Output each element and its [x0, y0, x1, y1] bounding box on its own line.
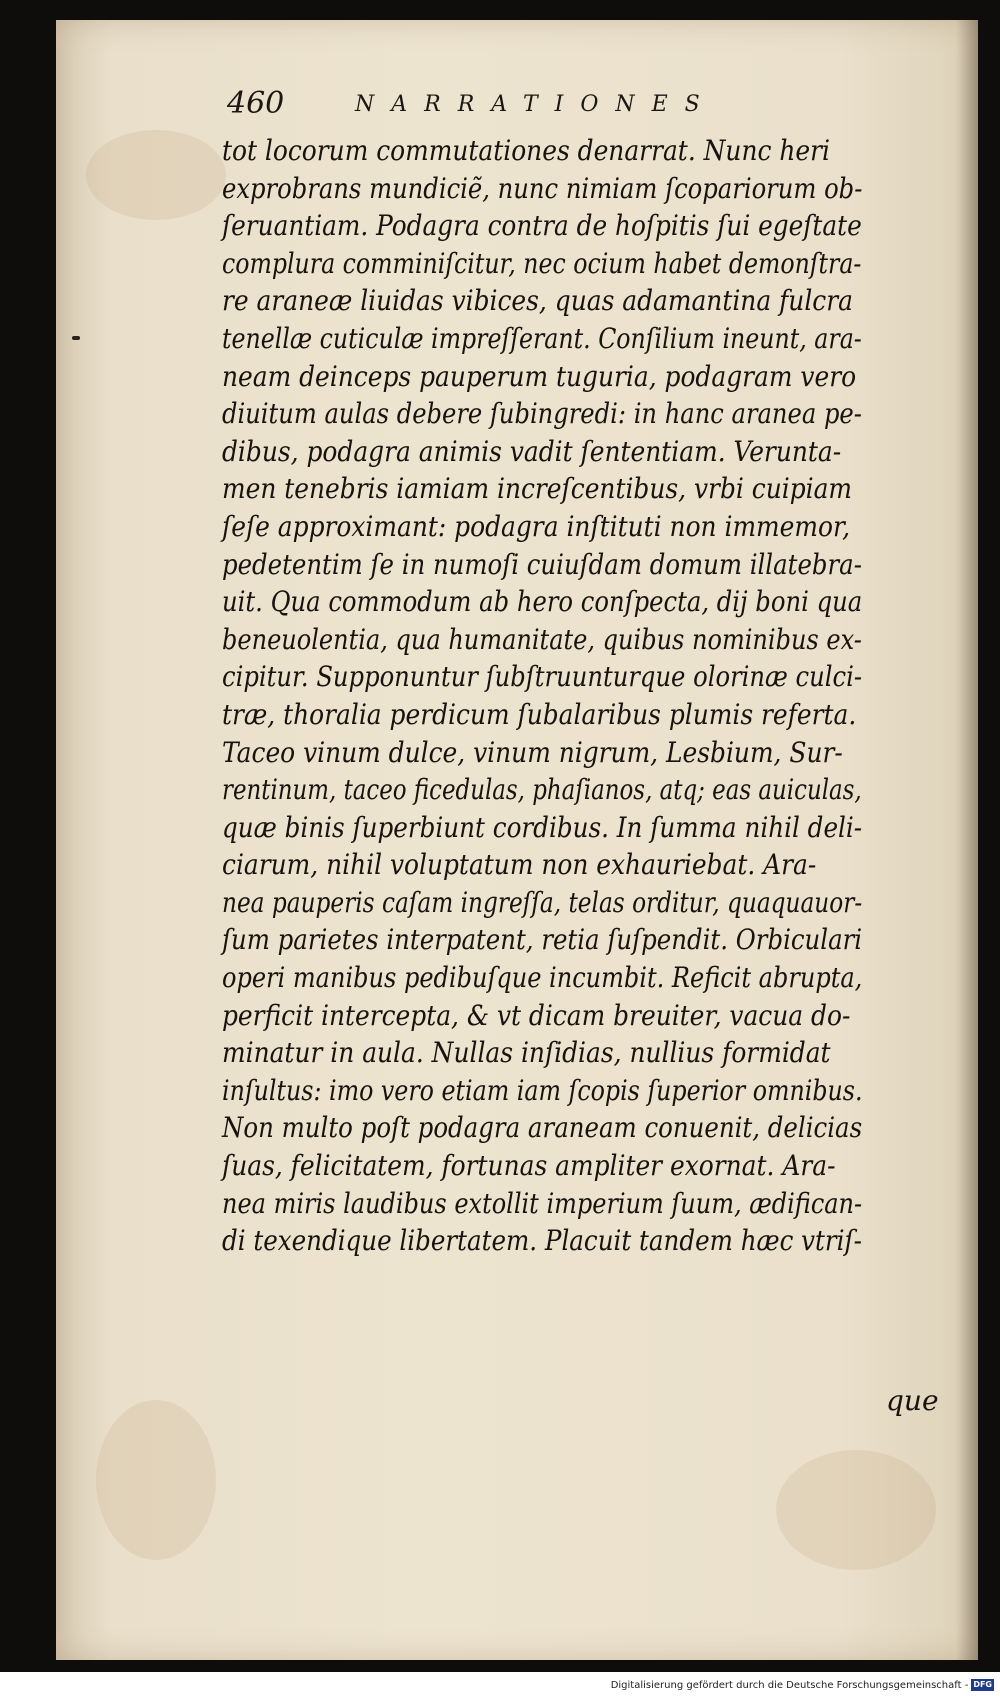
text-line: Taceo vinum dulce, vinum nigrum, Lesbium, Sur-: [222, 735, 843, 769]
text-line: dibus, podagra animis vadit ſententiam. Verunta-: [222, 434, 842, 468]
catchword: que: [886, 1384, 939, 1417]
page-gutter-shadow: [956, 20, 978, 1660]
text-line: ſeſe approximant: podagra inſtituti non immemor,: [222, 509, 851, 543]
text-line: Non multo poſt podagra araneam conuenit, delicias: [222, 1111, 863, 1145]
text-line: træ, thoralia perdicum ſubalaribus plumis referta.: [222, 697, 857, 731]
paper-stain: [776, 1450, 936, 1570]
dfg-logo: DFG: [973, 1680, 992, 1689]
text-line: men tenebris iamiam increſcentibus, vrbi cuipiam: [222, 472, 853, 506]
text-line: pedetentim ſe in numoſi cuiuſdam domum illatebra-: [222, 547, 862, 581]
text-line: exprobrans mundiciẽ, nunc nimiam ſcopariorum ob-: [222, 171, 863, 205]
page-number: 460: [227, 86, 285, 121]
text-line: re araneæ liuidas vibices, quas adamantina fulcra: [222, 284, 853, 318]
text-line: quæ binis ſuperbiunt cordibus. In ſumma nihil deli-: [222, 810, 863, 844]
text-line: nea pauperis caſam ingreſſa, telas orditur, quaquauor-: [222, 885, 863, 919]
text-line: cipitur. Supponuntur ſubſtruunturque olorinæ culci-: [222, 660, 863, 694]
text-line: complura comminiſcitur, nec ocium habet demonſtra-: [222, 246, 862, 280]
text-line: perficit intercepta, & vt dicam breuiter, vacua do-: [222, 998, 851, 1032]
text-line: tot locorum commutationes denarrat. Nunc heri: [222, 134, 830, 167]
text-line: inſultus: imo vero etiam iam ſcopis ſuperior omnibus.: [222, 1073, 863, 1107]
text-line: di texendique libertatem. Placuit tandem hæc vtriſ-: [222, 1224, 862, 1258]
text-line: rentinum, taceo ficedulas, phaſianos, atq; eas auiculas,: [222, 773, 862, 807]
text-line: ciarum, nihil voluptatum non exhauriebat. Ara-: [222, 848, 817, 882]
text-line: minatur in aula. Nullas inſidias, nullius formidat: [222, 1036, 831, 1070]
text-line: uit. Qua commodum ab hero conſpecta, dij boni qua: [222, 585, 863, 619]
text-line: ſuas, felicitatem, fortunas ampliter exornat. Ara-: [222, 1149, 836, 1183]
margin-ink-mark: [72, 336, 80, 340]
paper-stain: [96, 1400, 216, 1560]
text-line: ſeruantiam. Podagra contra de hoſpitis ſui egeſtate: [222, 209, 862, 243]
credit-text: Digitalisierung gefördert durch die Deutsche Forschungsgemeinschaft -: [610, 1679, 969, 1691]
text-line: diuitum aulas debere ſubingredi: in hanc aranea pe-: [222, 397, 862, 431]
text-line: neam deinceps pauperum tuguria, podagram vero: [222, 359, 857, 393]
text-line: tenellæ cuticulæ impreſſerant. Conſilium ineunt, ara-: [222, 321, 862, 355]
text-line: ſum parietes interpatent, retia ſuſpendit. Orbiculari: [222, 923, 863, 957]
body-text: [222, 132, 942, 1260]
paper-stain: [86, 130, 226, 220]
text-line: beneuolentia, qua humanitate, quibus nominibus ex-: [222, 622, 862, 656]
page-header: [227, 86, 787, 130]
running-title: NARRATIONES: [355, 92, 717, 117]
digitization-credit: [611, 1679, 994, 1691]
text-line: operi manibus pedibuſque incumbit. Reficit abrupta,: [222, 961, 863, 995]
text-line: nea miris laudibus extollit imperium ſuum, ædifican-: [222, 1186, 863, 1220]
